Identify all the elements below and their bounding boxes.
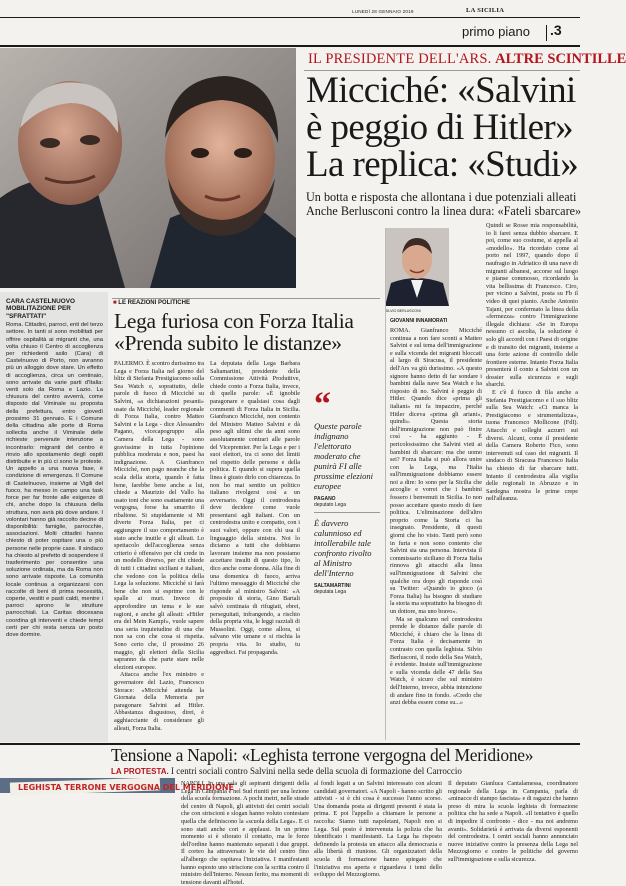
left-story-headline-1: Lega furiosa con Forza Italia	[114, 309, 354, 333]
right-story-text-2b: E c'è il fuoco di fila anche a Stefania Prestigiacomo e il suo blitz sulla Sea Watch: «Ci manca la Prestigiacomo e strumentalizza», tuona Francesco Mollicone (FdI). Attacchi e colleghi azzurri sui diversi. Alcuni, come il presidente della Camera Roberto Fico, sono intervenuti sul caso dei migranti. Il sindaco di Siracusa Francesco Italia ha chiesto di far sbarcare tutti. Intanto il centrodestra alla vigilia delle regionali in Abruzzo e in Sardegna mostra le prime crepe nell'alleanza.	[486, 389, 578, 503]
pull-quote-author: PAGANO	[314, 496, 336, 502]
header-date: LUNEDÌ 28 GENNAIO 2019	[352, 9, 414, 14]
section-divider	[546, 25, 547, 41]
bottom-story-label: LA PROTESTA.	[111, 767, 169, 776]
left-story-text-1b: Attacca anche l'ex ministro e governatore del Lazio, Francesco Storace: «Micciché attenda la Giornata della Memoria per paragonare Salvini ad Hitler. Abbastanza disgustoso, direi, è agghiacciante di considerare gli alleati, Forza Italia.	[114, 671, 204, 732]
sidebar	[0, 292, 108, 742]
bottom-story-headline: Tensione a Napoli: «Leghista terrone vergogna del Meridione»	[111, 745, 534, 765]
berlusconi-caption: SILVIO BERLUSCONI	[385, 309, 421, 313]
label-square-icon: ■	[113, 300, 117, 306]
bottom-story-text-1: NAPOLI. In una sala gli aspiranti dirigenti della Lega in Campania e nel Sud riuniti per una lezione della scuola formazione. A pochi metri, nelle strade del centro di Napoli, gli attivisti dei centri sociali che con striscioni e slogan hanno voluto contestare quella che definiscono la «scuola della Lega». E ci sono stati anche cori e applausi. In un primo momento si è sfiorato il contatto, ma le forze dell'ordine hanno mantenuto separati i due gruppi. Il corteo ha attraversato le vie del centro fino all'albergo che ospitava l'iniziativa. I manifestanti hanno esposto uno striscione con la scritta contro il ministro dell'Interno. Nessun ferito, ma momenti di tensione davanti all'hotel.	[181, 780, 309, 886]
bottom-story-deck-text: I centri sociali contro Salvini nella sede della scuola di formazione del Carroccio	[171, 766, 462, 776]
bottom-story-text-2: al fondi legati a un Salvini interessato con alcuni candidati governatori. «A Napoli - hanno scritto gli attivisti - si è chi cosa è successo l'anno scorso. Una domanda posta ai dirigenti presenti è stata la prima. E poi l'appello a chiamare le persone a raccolta: Siamo tutti napoletani, Napoli non si Lega. Sul posto è intervenuta la polizia che ha identificato i manifestanti. La Lega ha risposto definendo la protesta un attacco alla democrazia e alla libertà di riunione. Gli organizzatori della scuola di formazione hanno spiegato che l'iniziativa era aperta e riguardava i temi dello sviluppo del Mezzogiorno.	[314, 780, 442, 879]
kicker	[308, 51, 626, 68]
main-headline-line-2: è peggio di Hitler»	[306, 107, 574, 148]
left-story-headline	[114, 310, 382, 354]
left-story-text-2: La deputata della Lega Barbara Saltamartini, presidente della Commissione Attività Produttive, chiede conto a Forza Italia, invece, di quelle parole: «È ignobile paragonare e qualsiasi cosa dagli commenti di Forza Italia in Sicilia. Gianfranco Micciché, non contento del Ministro Matteo Salvini e dà peso agli ultimi che da anni sono assolutamente contrari alle parole del Vicepremier. Per la Lega e per i suoi elettori, tra ci sono dei limiti nel rispetto delle persone e della politica. E quando si supera quella linea è giusto dirlo con chiarezza. Io non ho mai sentito un politico italiano rivolgersi così a un avversario. Oggi il centrodestra deve decidere come vuole presentarsi agli italiani. Con un centrodestra unito e compatto, con i suoi valori, oppure con chi usa il linguaggio della sinistra. Noi lo diciamo a tutti che dobbiamo lavorare insieme ma non possiamo accettare insulti di questo tipo, lo dico anche come donna. Alla fine di una domenica di fuoco, arriva l'ultimo messaggio di Micciché che risponde al ministro Salvini: «A proposito di storia, Gino Bartali salvò centinaia di rifugiati, ebrei, perseguitati, infrangendo, a rischio della propria vita, le leggi razziali di Mussolini. Oggi, come allora, si salvano vite umane e si rischia la propria vita. Io studio, tu aggredisci. Fai propaganda.	[210, 360, 300, 656]
right-story-col-2	[486, 222, 578, 740]
left-story-col-1	[114, 360, 204, 740]
right-story-text-1: ROMA. Gianfranco Micciché continua a non fare sconti a Matteo Salvini e sul tema dell'immigrazione e sulla vicenda dei migranti bloccati al largo di Siracusa, il presidente dell'Ars va giù durissimo. «A questo signore hanno detto di far sondare i bambini dalla nave Sea Watch e ha risposto di no. Salvini è peggio di Hitler. Quando dice «prima gli italiani» mi fa impazzire, perché Hitler diceva «prima gli ariani», quindi». Questa storia dell'immigrazione non può finire così - ha aggiunto - È pericolosissimo che Salvini vieti ai bambini di sbarcare: ma che uomo sei? Forza Italia si può allora unire con la Lega, ma l'Italia sull'immigrazione dobbiamo essere noi a dire: Io sono per la Sicilia che accoglie e vorrei che i bambini fossero i benvenuti in Sicilia. Io non posso accettare questo modo di fare politica. L'eliminazione dell'altro proprio come la Storia ci ha insegnato. Presidente, di questi giorni che ho visto. Tanti però sono in furia e non sono contento che Salvini sia una persona. Intervista il commissario siciliano di Forza Italia rinnova gli attacchi alla linea sull'immigrazione di Salvini che qualche ora dopo gli risponde così su Twitter: «Quando io gioco (a Forza Italia) ha bisogno di studiare la storia ma soprattutto ha bisogno di un dottore, ma uno bravo».	[390, 327, 482, 615]
pull-quote-2	[314, 518, 380, 595]
left-story-headline-2: «Prenda subito le distanze»	[114, 331, 342, 355]
section-rule	[0, 45, 580, 47]
kicker-left: IL PRESIDENTE DELL'ARS.	[308, 51, 492, 67]
pull-quote-role: deputato Lega	[314, 502, 346, 508]
bottom-story-col-2	[314, 780, 442, 879]
bottom-story-col-1	[181, 780, 309, 886]
pull-quote-2-text: È davvero calunnioso ed intollerabile tale confronto rivolto al Ministro dell'Interno	[314, 518, 372, 578]
header-rule	[0, 17, 580, 18]
sidebar-title: CARA CASTELNUOVO MOBILITAZIONE PER "SFRATTATI"	[6, 298, 75, 320]
protest-banner-text: LEGHISTA TERRONE VERGOGNA DEL MERIDIONE	[18, 783, 234, 792]
protest-photo-art	[0, 778, 234, 793]
left-story-col-2	[210, 360, 300, 740]
main-headline-line-3: La replica: «Studi»	[306, 144, 579, 185]
right-story-byline: GIOVANNI INNAMORATI	[390, 318, 448, 324]
section-name: primo piano	[462, 24, 530, 39]
right-story-vrule	[385, 228, 386, 740]
bottom-story-text-3: Il deputato Gianluca Cantalamessa, coordinatore regionale della Lega in Campania, parla di «minacce di stampo fascista» e di ragazzi che hanno preso di mira la scuola leghista di formazione politica che ha sede a Napoli. «Il tentativo è quello di impedire il confronto - dice - ma noi andremo avanti». Solidarietà è arrivata da diversi esponenti del centrodestra. I centri sociali hanno annunciato nuove iniziative contro la presenza della Lega nel Mezzogiorno e contro le politiche del governo sull'immigrazione e sulla sicurezza.	[448, 780, 578, 863]
lead-photo	[0, 48, 296, 288]
pull-quote-divider	[314, 512, 380, 513]
pull-quote-2-author: SALTAMARTINI	[314, 583, 351, 589]
protest-photo	[0, 778, 234, 793]
pull-quote-2-role: deputata Lega	[314, 589, 346, 595]
right-story-text-1b: Ma se qualcuno nel centrodestra prende le distanze dalle parole di Micciché, è chiaro che la linea di Forza Italia è decisamente in contrasto con quella leghista. Silvio Berlusconi, il nodo della Sea Watch, è evidente. Insiste sull'immigrazione e sulla vicenda delle 47 della Sea Watch, è sicuro che sul ministro dell'Interno, invece, abbia intenzione di andare fino in fondo. «Credo che anzi debba essere come su...»	[390, 615, 482, 707]
page-number: .3	[550, 22, 562, 38]
deck-line-1: Un botta e risposta che allontana i due potenziali alleati	[306, 190, 577, 204]
left-story-text-1: PALERMO. È scontro durissimo tra Lega e Forza Italia nel giorno del blitz di Stefania Prestigiacomo sulla Sea Watch e, soprattutto, delle parole di fuoco di Micciché su Salvini, «a dichiarazioni pesanti» usate da Micciché, leader regionale di Forza Italia, contro Matteo Salvini e la Lega - dice Alessandro Pagano, vicecapogruppo alla Camera della Lega - sono gravissime in tutta l'opinione pubblica moderata e non, paesi ha indignazione. A Gianfranco Micciché, non pago neanche che la scala della storia, quando è fatta bene, farebbe bene anche a lui, chiede a Maurizio del Vallo ha usato toni che sono esattamente una vergogna, forse ha smarrito il ribaltone. Si stupidamente si Mi diverte Forza Italia, per ci aggiungere il suo comportamento è stato anche inutile e gli alleati. Lo spettacolo dell'accoglienza senza criterio è offensivo per chi crede in un modello diverso, per chi chiede di tutti i cittadini siciliani e italiani, che vedono con la politica della Lega la soluzione. Micciché si farà bene che non si esprime con le spalle ai muri. Invece di approfondire un tema e le sue ragioni, e anche gli alleati: «Hitler era del Mein Kampf», vuole sapere una seria inquietudine di una che non sa con che cosa si rispetta. Sono certo che, il prossimo 26 maggio, gli elettori della Sicilia sapranno da che parte stare nelle elezioni europee.	[114, 360, 204, 671]
left-story-rule	[112, 298, 380, 299]
right-story-col-1	[390, 318, 482, 740]
right-story-text-2: Quindi se Rosse mia responsabilità, io li farei senza dubbio sbarcare. E poi, come suo costume, si appella al «modello». Ha ricordato come al porto nel 1997, quando dopo il naufragio in Adriatico di una nave di migranti albanesi, accorse sul luogo e pianse commosso, ricordando la vita bellissima di Francesco. Ciro, per vicino a Salvini, posta su Fb il video di quei pianto. Anche Antonio Tajani, per confermato la linea della «fermezza» contro l'immigrazione illegale dichiara: «Se in Europa nessuno ci ascolta, la soluzione è solo gli accordi con i Paesi di origine e di transito dei migranti, insieme a una forte azione di controllo delle frontiere esterne. Intanto Forza Italia presenterà il conto a Salvini con un dossier sulla sicurezza e sugli sbarchi.	[486, 222, 578, 389]
kicker-right: ALTRE SCINTILLE	[495, 51, 626, 67]
left-story-label-text: LE REAZIONI POLITICHE	[118, 300, 190, 306]
deck	[306, 191, 580, 218]
bottom-story-deck	[111, 766, 580, 777]
berlusconi-photo	[385, 228, 449, 306]
quote-mark-icon: “	[314, 386, 331, 423]
deck-line-2: Anche Berlusconi contro la linea dura: «Fateli sbarcare»	[306, 203, 582, 218]
left-story-label	[113, 300, 190, 306]
berlusconi-photo-art	[385, 228, 449, 306]
sidebar-body: Roma. Cittadini, parroci, enti del terzo settore. In tanti si sono mobilitati per offrire ospitalità ai migranti che, una volta chiuso il Centro di accoglienza per richiedenti asilo (Cara) di Castelnuovo di Porto, non avranno più un alloggio dove stare. Un effetto di accoglienza, circa un centinaio, sono arrivate da varie parti d'Italia: venti solo da Roma e Lazio. La chiusura del centro avverrà, come disposto dal Viminale su proposta della prefettura, entro giovedì prossimo 31 gennaio. E i Comune della cittadina alle porte di Roma sollecita anche il Viminale delle richieste pervenute intenzione a incontrarlo: migranti del centro è rinvio allo spostamento degli ospiti distribuite e in più ci sono le proteste. Un appello a una nuova fase, è condizione di emergenza. Il Comune di Castelnuovo, insieme ai Vigili del fuoco, ha messo in campo una task force per far fronte alle esigenze di chi, anche dopo la chiusura della struttura, non avrà più dove andare. I volontari hanno già raccolto decine di disponibilità: famiglie, parrocchie, associazioni. Molti cittadini hanno chiesto di poter ospitare una o più persone nelle proprie case. Il sindaco ha chiesto al prefetto di sospendere il trasferimento per consentire una soluzione ordinata, ma da Roma non sono arrivate risposte. La comunità locale continua a organizzarsi con raccolte di beni di prima necessità, coperte, vestiti e pasti caldi, mentre i parroci aprono le strutture parrocchiali. La Caritas diocesana coordina gli interventi e chiede tempi certi per chi resta senza un posto dove dormire.	[6, 322, 103, 638]
header-brand: LA SICILIA	[466, 7, 505, 14]
pull-quote	[314, 386, 380, 508]
main-headline-line-1: Micciché: «Salvini	[306, 70, 576, 111]
pull-quote-text: Queste parole indignano l'elettorato moderato che punirà FI alle prossime elezioni europee	[314, 421, 373, 491]
main-headline	[306, 72, 580, 183]
bottom-story-col-3	[448, 780, 578, 863]
lead-photo-art	[0, 48, 296, 288]
